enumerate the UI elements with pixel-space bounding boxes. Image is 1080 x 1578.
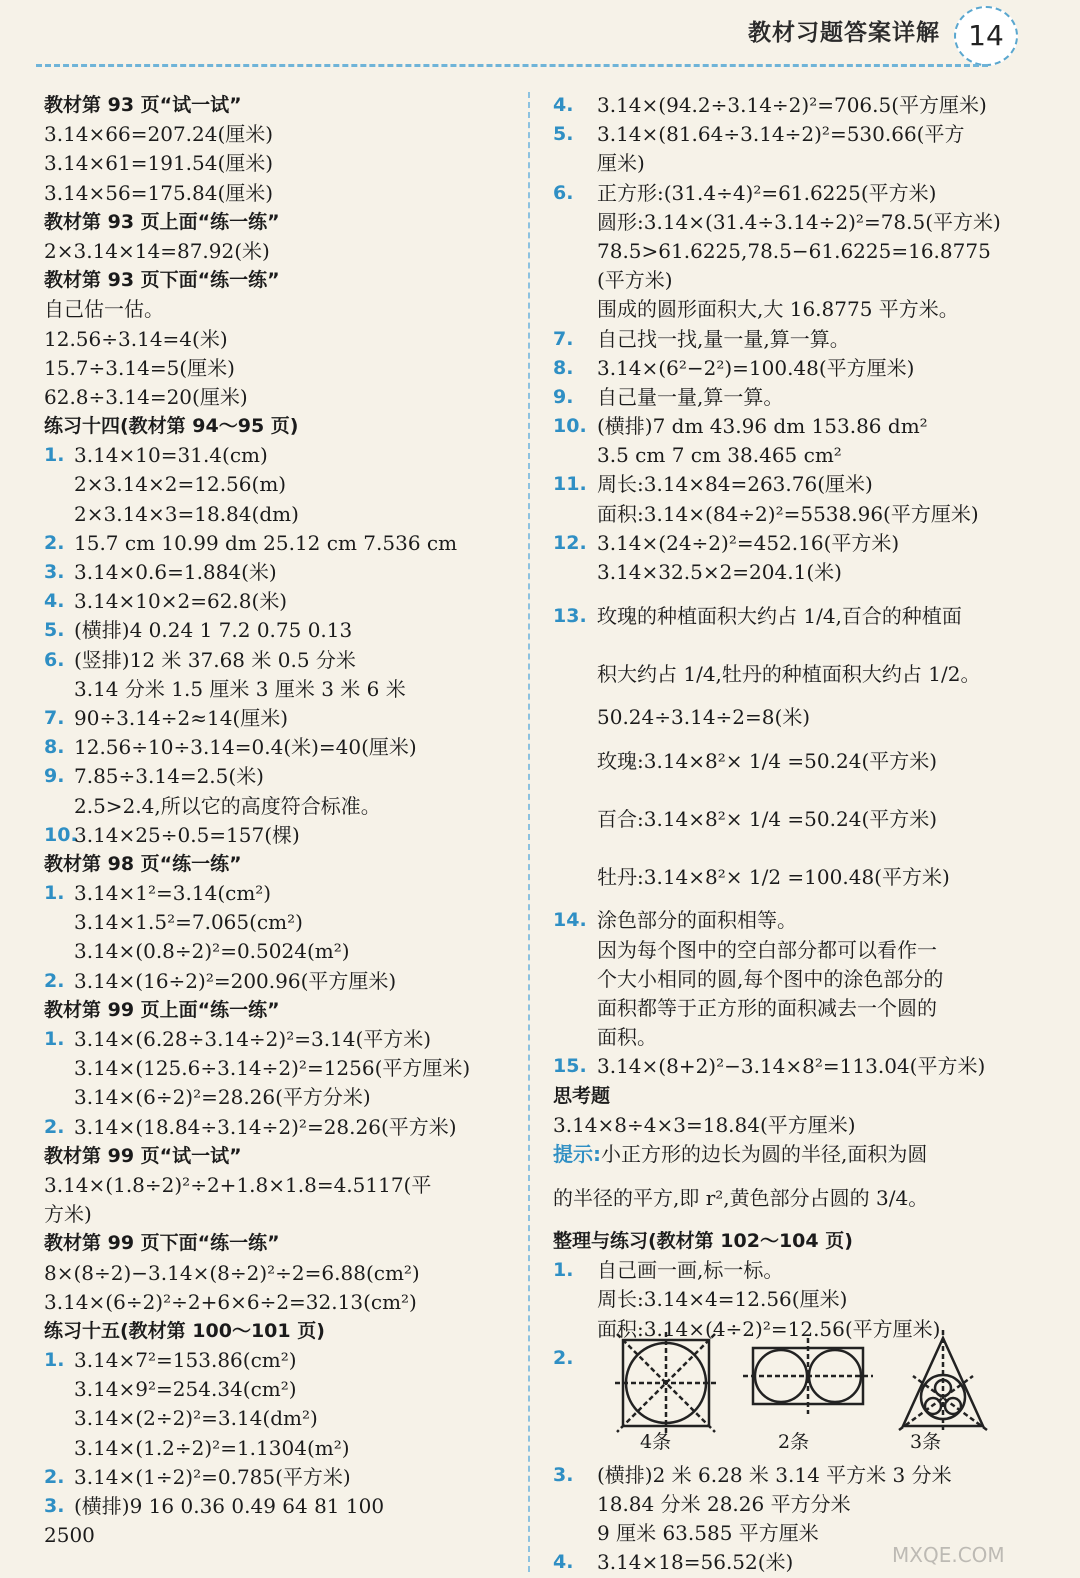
answer-text: 3.14×(1.2÷2)²=1.1304(m²) xyxy=(74,1435,350,1460)
item-number: 1. xyxy=(553,1259,574,1282)
answer-text: 圆形:3.14×(31.4÷3.14÷2)²=78.5(平方米) xyxy=(597,209,1001,234)
answer-item xyxy=(44,967,514,996)
answer-item xyxy=(553,179,1033,208)
column-divider xyxy=(528,92,530,1572)
answer-continuation xyxy=(44,1375,514,1404)
answer-item xyxy=(44,733,514,762)
answer-continuation xyxy=(44,792,514,821)
section-heading-text: 练习十四(教材第 94～95 页) xyxy=(44,415,299,438)
answer-text: (竖排)12 米 37.68 米 0.5 分米 xyxy=(74,647,356,672)
answer-text: 3.14 分米 1.5 厘米 3 厘米 3 米 6 米 xyxy=(74,676,406,701)
answer-text: 3.14×(24÷2)²=452.16(平方米) xyxy=(597,530,900,555)
section-heading-text: 教材第 99 页上面“练一练” xyxy=(44,998,280,1021)
section-heading xyxy=(44,266,514,295)
answer-item xyxy=(44,704,514,733)
section-heading-text: 整理与练习(教材第 102～104 页) xyxy=(553,1230,853,1253)
left-column xyxy=(44,91,514,1550)
answer-text: 2×3.14×3=18.84(dm) xyxy=(74,501,299,526)
answer-text: (平方米) xyxy=(597,268,673,293)
triangle-three-circles-figure xyxy=(899,1330,987,1430)
item-number: 15. xyxy=(553,1055,587,1078)
answer-continuation xyxy=(553,558,1033,587)
answer-text: 涂色部分的面积相等。 xyxy=(597,908,797,933)
answer-item xyxy=(44,1113,514,1142)
item-number: 1. xyxy=(44,1349,65,1372)
answer-text: 3.14×7²=153.86(cm²) xyxy=(74,1348,297,1373)
answer-line xyxy=(44,1288,514,1317)
answer-continuation xyxy=(44,500,514,529)
answer-item xyxy=(44,1025,514,1054)
answer-item xyxy=(553,529,1033,558)
answer-continuation xyxy=(553,149,1033,178)
item-number: 11. xyxy=(553,473,587,496)
answer-text: 3.14×(81.64÷3.14÷2)²=530.66(平方 xyxy=(597,122,965,147)
answer-item xyxy=(44,558,514,587)
answer-item xyxy=(553,120,1033,149)
answer-text: 3.14×1²=3.14(cm²) xyxy=(74,881,272,906)
answer-text: 3.14×1.5²=7.065(cm²) xyxy=(74,910,303,935)
answer-line xyxy=(44,179,514,208)
answer-line xyxy=(44,149,514,178)
answer-text: 3.14×(8+2)²−3.14×8²=113.04(平方米) xyxy=(597,1054,986,1079)
answer-text: 3.14×8÷4×3=18.84(平方厘米) xyxy=(553,1112,856,1137)
item-number: 1. xyxy=(44,444,65,467)
item-number: 6. xyxy=(553,181,574,204)
section-heading-text: 教材第 99 页下面“练一练” xyxy=(44,1232,280,1255)
answer-continuation xyxy=(553,1285,1033,1314)
watermark-text: MXQE.COM xyxy=(892,1543,1005,1567)
watermark-logo xyxy=(892,1500,1062,1570)
answer-item xyxy=(553,325,1033,354)
answer-line xyxy=(44,354,514,383)
answer-text: 百合:3.14×8²× 1/4 =50.24(平方米) xyxy=(597,807,938,832)
answer-text: (横排)4 0.24 1 7.2 0.75 0.13 xyxy=(74,618,353,643)
answer-text: 3.14×(94.2÷3.14÷2)²=706.5(平方厘米) xyxy=(597,93,987,117)
item-number: 2. xyxy=(44,969,65,992)
item-number: 1. xyxy=(44,882,65,905)
answer-continuation xyxy=(44,470,514,499)
item-number: 8. xyxy=(553,356,574,379)
answer-continuation xyxy=(553,1023,1033,1052)
answer-continuation xyxy=(44,1434,514,1463)
answer-text: 面积。 xyxy=(597,1025,657,1050)
item-number: 14. xyxy=(553,909,587,932)
section-heading xyxy=(44,91,514,120)
hint-text: 小正方形的边长为圆的半径,面积为圆 xyxy=(601,1141,928,1166)
figure-label-3: 3条 xyxy=(910,1431,942,1453)
figure-label-1: 4条 xyxy=(640,1431,672,1453)
answer-text: 3.14×32.5×2=204.1(米) xyxy=(597,560,842,584)
hint-wrap xyxy=(553,1140,927,1169)
answer-text: 玫瑰:3.14×8²× 1/4 =50.24(平方米) xyxy=(597,749,938,774)
answer-text: 的半径的平方,即 r²,黄色部分占圆的 3/4。 xyxy=(553,1186,929,1211)
answer-text: 3.14×(2÷2)²=3.14(dm²) xyxy=(74,1406,318,1431)
answer-text: 牡丹:3.14×8²× 1/2 =100.48(平方米) xyxy=(597,865,950,890)
answer-text: 面积:3.14×(4÷2)²=12.56(平方厘米) xyxy=(597,1316,941,1341)
square-circle-figure xyxy=(615,1332,717,1434)
answer-item xyxy=(553,587,1033,645)
answer-line xyxy=(553,1169,1033,1227)
answer-item xyxy=(553,1256,1033,1285)
answer-item xyxy=(44,646,514,675)
item-number: 4. xyxy=(553,94,574,116)
answer-item xyxy=(553,1052,1033,1081)
answer-line xyxy=(44,383,514,412)
answer-continuation xyxy=(553,965,1033,994)
section-heading-text: 教材第 93 页下面“练一练” xyxy=(44,269,280,292)
answer-text: 3.14×18=56.52(米) xyxy=(597,1550,794,1575)
answer-continuation xyxy=(553,848,1033,906)
answer-text: 3.14×66=207.24(厘米) xyxy=(44,122,274,147)
answer-text: 自己量一量,算一算。 xyxy=(597,384,784,409)
answer-item xyxy=(44,762,514,791)
answer-text: (横排)9 16 0.36 0.49 64 81 100 xyxy=(74,1494,385,1518)
section-heading-text: 练习十五(教材第 100～101 页) xyxy=(44,1319,325,1342)
answer-line xyxy=(44,295,514,324)
answer-continuation xyxy=(553,266,1033,295)
item-number: 13. xyxy=(553,605,587,628)
answer-item xyxy=(553,906,1033,935)
figure-label-2: 2条 xyxy=(778,1431,810,1453)
answer-continuation xyxy=(44,1083,514,1112)
answer-line xyxy=(44,1521,514,1550)
answer-item xyxy=(553,354,1033,383)
section-heading xyxy=(44,1317,514,1346)
section-heading xyxy=(44,1229,514,1258)
answer-text: 3.14×56=175.84(厘米) xyxy=(44,180,274,205)
section-heading xyxy=(553,1227,1033,1256)
item-number: 7. xyxy=(553,327,574,350)
item-number: 10. xyxy=(553,415,587,438)
answer-text: 3.14×(1.8÷2)²÷2+1.8×1.8=4.5117(平 xyxy=(44,1172,432,1197)
item-number: 3. xyxy=(44,1495,65,1517)
answer-continuation xyxy=(553,208,1033,237)
answer-text: 方米) xyxy=(44,1202,92,1227)
section-heading-text: 思考题 xyxy=(553,1084,611,1107)
answer-text: 3.14×9²=254.34(cm²) xyxy=(74,1377,297,1402)
answer-text: 3.14×(1÷2)²=0.785(平方米) xyxy=(74,1464,351,1489)
answer-text: 3.14×0.6=1.884(米) xyxy=(74,560,277,584)
answer-text: 玫瑰的种植面积大约占 1/4,百合的种植面 xyxy=(597,604,962,629)
answer-text: 3.14×(125.6÷3.14÷2)²=1256(平方厘米) xyxy=(74,1056,471,1081)
answer-item xyxy=(553,383,1033,412)
answer-item xyxy=(553,1461,1033,1490)
answer-continuation xyxy=(44,1404,514,1433)
answer-text: 8×(8÷2)−3.14×(8÷2)²÷2=6.88(cm²) xyxy=(44,1260,420,1285)
hint-line xyxy=(553,1140,1033,1169)
answer-text: 15.7÷3.14=5(厘米) xyxy=(44,355,235,380)
answer-line xyxy=(44,1200,514,1229)
item-number: 6. xyxy=(44,648,65,671)
answer-text: 3.14×(6²−2²)=100.48(平方厘米) xyxy=(597,355,915,380)
answer-text: 3.14×25÷0.5=157(棵) xyxy=(74,822,300,847)
answer-item xyxy=(44,1346,514,1375)
answer-item xyxy=(44,587,514,616)
item-number: 4. xyxy=(553,1551,574,1574)
item-number: 5. xyxy=(44,619,65,642)
answer-continuation xyxy=(553,441,1033,470)
answer-text: 面积:3.14×(84÷2)²=5538.96(平方厘米) xyxy=(597,501,979,526)
answer-text: 2×3.14×14=87.92(米) xyxy=(44,238,270,263)
answer-item xyxy=(44,821,514,850)
answer-item xyxy=(44,441,514,470)
answer-line xyxy=(44,120,514,149)
answer-text: 9 厘米 63.585 平方厘米 xyxy=(597,1520,819,1545)
answer-continuation xyxy=(553,237,1033,266)
header-strip xyxy=(0,0,1080,60)
answer-text: (横排)2 米 6.28 米 3.14 平方米 3 分米 xyxy=(597,1462,952,1487)
section-heading xyxy=(553,1082,1033,1111)
item-number: 2. xyxy=(44,1115,65,1138)
section-heading-text: 教材第 98 页“练一练” xyxy=(44,852,242,875)
answer-text: 自己画一画,标一标。 xyxy=(597,1258,784,1283)
answer-text: 3.14×(6÷2)²÷2+6×6÷2=32.13(cm²) xyxy=(44,1289,417,1314)
answer-text: 周长:3.14×4=12.56(厘米) xyxy=(597,1287,848,1312)
answer-text: 3.14×(0.8÷2)²=0.5024(m²) xyxy=(74,939,350,964)
page-number-badge: 14 xyxy=(954,6,1018,66)
answer-text: 积大约占 1/4,牡丹的种植面积大约占 1/2。 xyxy=(597,662,981,687)
item-number: 2. xyxy=(44,1465,65,1488)
answer-text: 3.14×10=31.4(cm) xyxy=(74,443,268,468)
answer-text: 自己估一估。 xyxy=(44,297,164,322)
answer-text: 正方形:(31.4÷4)²=61.6225(平方米) xyxy=(597,180,937,205)
item-number: 1. xyxy=(44,1028,65,1050)
answer-text: 厘米) xyxy=(597,151,645,176)
section-heading-text: 教材第 93 页“试一试” xyxy=(44,94,242,116)
section-heading-text: 教材第 99 页“试一试” xyxy=(44,1144,242,1167)
answer-continuation xyxy=(553,645,1033,703)
answer-text: 3.14×61=191.54(厘米) xyxy=(44,151,274,176)
answer-line xyxy=(44,325,514,354)
answer-text: 3.14×(16÷2)²=200.96(平方厘米) xyxy=(74,968,397,993)
answer-item xyxy=(44,1463,514,1492)
item-number: 9. xyxy=(553,385,574,408)
item-number: 2. xyxy=(44,531,65,554)
answer-text: (横排)7 dm 43.96 dm 153.86 dm² xyxy=(597,414,928,439)
answer-continuation xyxy=(44,675,514,704)
item-number: 7. xyxy=(44,706,65,729)
section-heading-text: 教材第 93 页上面“练一练” xyxy=(44,210,280,233)
answer-line xyxy=(553,1111,1033,1140)
answer-item xyxy=(44,879,514,908)
answer-text: 18.84 分米 28.26 平方分米 xyxy=(597,1491,851,1516)
section-heading xyxy=(44,412,514,441)
section-heading xyxy=(44,1142,514,1171)
answer-text: 12.56÷10÷3.14=0.4(米)=40(厘米) xyxy=(74,735,417,760)
section-heading xyxy=(44,208,514,237)
hint-label: 提示: xyxy=(553,1141,601,1166)
answer-item xyxy=(44,616,514,645)
item-number: 4. xyxy=(44,590,65,613)
answer-text: 12.56÷3.14=4(米) xyxy=(44,326,228,351)
answer-text: 2×3.14×2=12.56(m) xyxy=(74,472,287,497)
answer-continuation xyxy=(553,732,1033,790)
answer-text: 周长:3.14×84=263.76(厘米) xyxy=(597,472,873,497)
answer-text: 3.14×(6.28÷3.14÷2)²=3.14(平方米) xyxy=(74,1027,432,1051)
header-title: 教材习题答案详解 xyxy=(748,20,940,46)
answer-text: 2500 xyxy=(44,1523,95,1548)
answer-text: 个大小相同的圆,每个图中的涂色部分的 xyxy=(597,966,944,991)
item-number: 10. xyxy=(44,823,78,846)
answer-text: 2.5>2.4,所以它的高度符合标准。 xyxy=(74,793,381,818)
item-number: 9. xyxy=(44,765,65,788)
answer-line xyxy=(44,1171,514,1200)
answer-item xyxy=(44,529,514,558)
item-number: 2. xyxy=(553,1346,574,1369)
answer-line xyxy=(44,237,514,266)
item-number: 5. xyxy=(553,123,574,146)
answer-continuation xyxy=(44,1054,514,1083)
answer-item xyxy=(553,470,1033,499)
item-number: 3. xyxy=(44,561,65,583)
answer-continuation xyxy=(553,703,1033,732)
answer-text: 3.14×(6÷2)²=28.26(平方分米) xyxy=(74,1085,371,1110)
answer-text: 78.5>61.6225,78.5−61.6225=16.8775 xyxy=(597,238,991,263)
answer-text: 围成的圆形面积大,大 16.8775 平方米。 xyxy=(597,297,959,322)
answer-continuation xyxy=(44,908,514,937)
answer-item xyxy=(553,412,1033,441)
answer-text: 因为每个图中的空白部分都可以看作一 xyxy=(597,937,937,962)
answer-text: 15.7 cm 10.99 dm 25.12 cm 7.536 cm xyxy=(74,530,458,555)
answer-continuation xyxy=(553,994,1033,1023)
answer-continuation xyxy=(553,936,1033,965)
answer-text: 3.14×10×2=62.8(米) xyxy=(74,589,288,614)
answer-text: 面积都等于正方形的面积减去一个圆的 xyxy=(597,995,937,1020)
item-number: 12. xyxy=(553,531,587,554)
answer-line xyxy=(44,1259,514,1288)
section-heading xyxy=(44,850,514,879)
answer-continuation xyxy=(44,937,514,966)
item-number: 3. xyxy=(553,1463,574,1486)
answer-text: 3.5 cm 7 cm 38.465 cm² xyxy=(597,443,842,468)
answer-text: 7.85÷3.14=2.5(米) xyxy=(74,764,264,789)
answer-text: 62.8÷3.14=20(厘米) xyxy=(44,384,248,409)
item-number: 8. xyxy=(44,736,65,759)
answer-text: 自己找一找,量一量,算一算。 xyxy=(597,326,850,351)
answer-continuation xyxy=(553,295,1033,324)
answer-item xyxy=(553,91,1033,120)
answer-item xyxy=(44,1492,514,1521)
answer-text: 3.14×(18.84÷3.14÷2)²=28.26(平方米) xyxy=(74,1114,457,1139)
answer-text: 50.24÷3.14÷2=8(米) xyxy=(597,705,811,730)
section-heading xyxy=(44,996,514,1025)
answer-continuation xyxy=(553,790,1033,848)
rectangle-two-circles-figure xyxy=(743,1338,873,1414)
answer-text: 90÷3.14÷2≈14(厘米) xyxy=(74,705,289,730)
header-divider xyxy=(36,64,988,67)
answer-continuation xyxy=(553,500,1033,529)
